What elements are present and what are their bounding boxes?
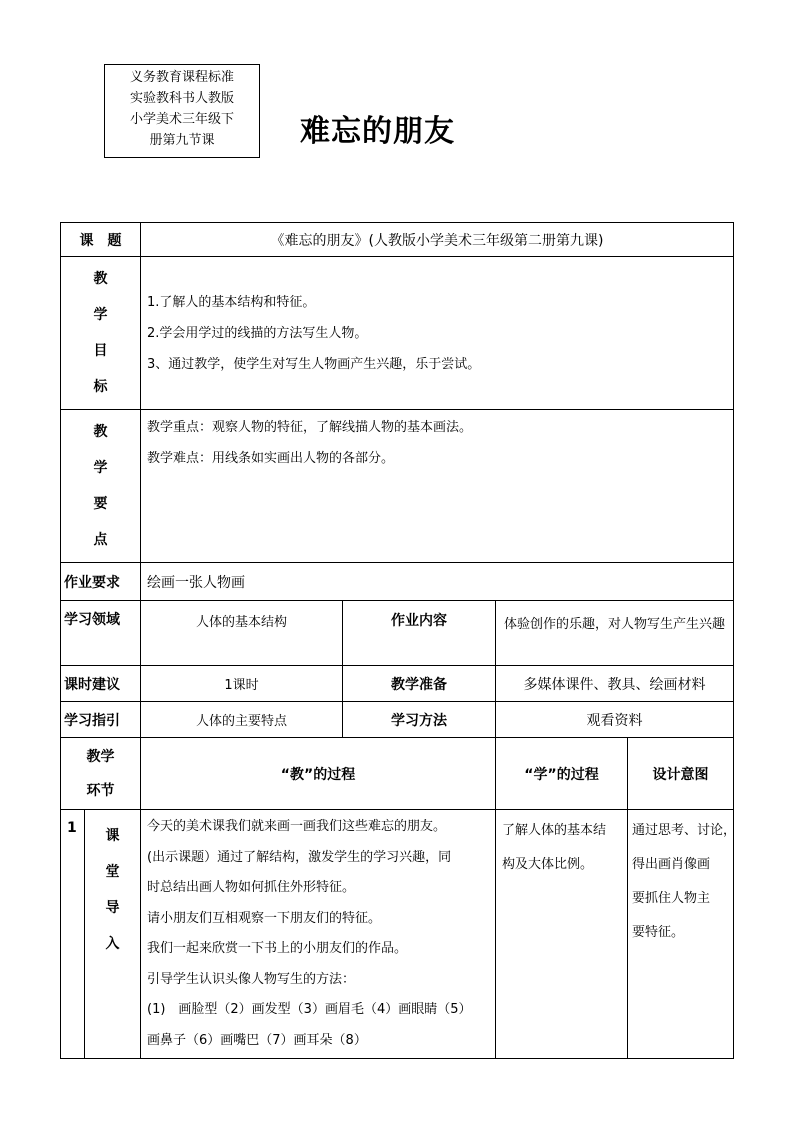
field-value: 人体的基本结构 [141, 601, 343, 666]
learn-process-header: “学”的过程 [496, 738, 628, 810]
step-name: 课 堂 导 入 [85, 810, 141, 1059]
design-line: 要特征。 [632, 925, 685, 940]
homework-req-label: 作业要求 [61, 563, 141, 601]
lesson-plan-table [60, 222, 737, 1059]
curriculum-box [104, 64, 260, 158]
goal-item: 2.学会用学过的线描的方法写生人物。 [147, 325, 368, 341]
key-points-label: 教 学 要 点 [61, 410, 141, 563]
goals-label: 教 学 目 标 [61, 257, 141, 410]
course-label: 课 题 [61, 223, 141, 257]
learn-process-content [496, 810, 628, 1059]
teach-line: 画鼻子（6）画嘴巴（7）画耳朵（8） [147, 1032, 367, 1048]
guide-row [61, 702, 734, 738]
key-points-row [61, 410, 734, 563]
process-header-row [61, 738, 734, 810]
key-point-item: 教学重点：观察人物的特征，了解线描人物的基本画法。 [147, 420, 473, 435]
design-line: 通过思考、讨论， [632, 823, 737, 838]
field-row [61, 601, 734, 666]
time-label: 课时建议 [61, 666, 141, 702]
curriculum-line: 小学美术三年级下 [129, 112, 234, 127]
curriculum-line: 义务教育课程标准 [129, 70, 234, 85]
design-intent-content [628, 810, 737, 1059]
step-row [61, 810, 734, 1059]
key-point-item: 教学难点：用线条如实画出人物的各部分。 [147, 451, 395, 466]
stage-header: 教学 环节 [61, 738, 141, 810]
curriculum-line: 实验教科书人教版 [129, 91, 234, 106]
homework-content-value: 体验创作的乐趣，对人物写生产生兴趣 [496, 601, 734, 666]
page-title: 难忘的朋友 [300, 114, 455, 149]
teach-process-content [141, 810, 496, 1059]
time-value: 1课时 [141, 666, 343, 702]
course-value: 《难忘的朋友》(人教版小学美术三年级第二册第九课) [141, 223, 734, 257]
learn-line: 构及大体比例。 [502, 857, 594, 872]
teach-line: 时总结出画人物如何抓住外形特征。 [147, 880, 356, 895]
curriculum-line: 册第九节课 [149, 133, 215, 148]
prep-label: 教学准备 [343, 666, 496, 702]
key-points-content [141, 410, 734, 563]
field-label: 学习领域 [61, 601, 141, 666]
learn-line: 了解人体的基本结 [502, 823, 607, 838]
method-label: 学习方法 [343, 702, 496, 738]
teach-line: 我们一起来欣赏一下书上的小朋友们的作品。 [147, 941, 408, 956]
goal-item: 1.了解人的基本结构和特征。 [147, 294, 316, 310]
design-intent-header: 设计意图 [628, 738, 734, 810]
teach-line: 今天的美术课我们就来画一画我们这些难忘的朋友。 [147, 819, 447, 834]
teach-process-header: “教”的过程 [141, 738, 496, 810]
time-row [61, 666, 734, 702]
homework-req-value: 绘画一张人物画 [141, 563, 734, 601]
teach-line: (1) 画脸型（2）画发型（3）画眉毛（4）画眼睛（5） [147, 1002, 472, 1017]
homework-req-row [61, 563, 734, 601]
design-line: 得出画肖像画 [632, 857, 711, 872]
goals-row [61, 257, 734, 410]
method-value: 观看资料 [496, 702, 734, 738]
prep-value: 多媒体课件、教具、绘画材料 [496, 666, 734, 702]
teach-line: 请小朋友们互相观察一下朋友们的特征。 [147, 910, 382, 926]
course-row [61, 223, 734, 257]
step-number: 1 [61, 810, 85, 1059]
teach-line: 引导学生认识头像人物写生的方法： [147, 971, 356, 987]
teach-line: (出示课题）通过了解结构，激发学生的学习兴趣，同 [147, 849, 452, 865]
goals-content [141, 257, 734, 410]
guide-label: 学习指引 [61, 702, 141, 738]
homework-content-label: 作业内容 [343, 601, 496, 666]
design-line: 要抓住人物主 [632, 891, 711, 906]
guide-value: 人体的主要特点 [141, 702, 343, 738]
goal-item: 3、通过教学，使学生对写生人物画产生兴趣，乐于尝试。 [147, 356, 481, 372]
